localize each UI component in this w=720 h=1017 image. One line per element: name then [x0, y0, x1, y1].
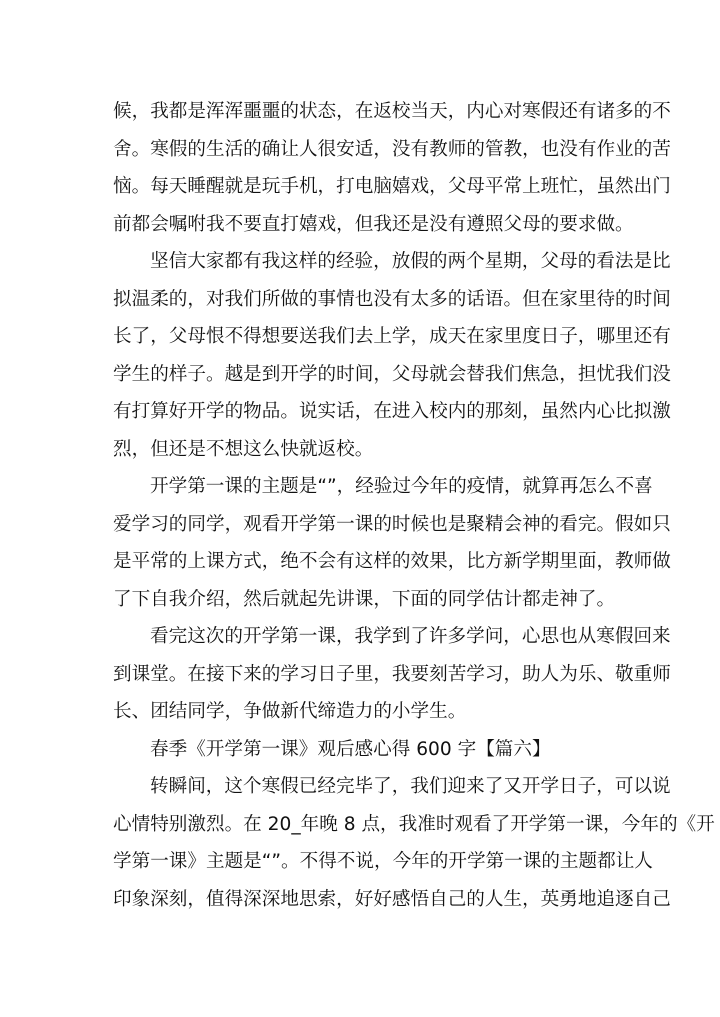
text-line: 看完这次的开学第一课，我学到了许多学问，心思也从寒假回来: [150, 626, 671, 647]
text-line: 拟温柔的，对我们所做的事情也没有太多的话语。但在家里待的时间: [113, 288, 671, 310]
paragraph: [113, 93, 671, 243]
text-line: 长、团结同学，争做新代缔造力的小学生。: [113, 701, 467, 722]
text-line: 学第一课》主题是“”。不得不说，今年的开学第一课的主题都让人: [113, 851, 653, 872]
text-line: 爱学习的同学，观看开学第一课的时候也是聚精会神的看完。假如只: [113, 513, 671, 535]
text-line: 学生的样子。越是到开学的时间，父母就会替我们焦急，担忧我们没: [113, 363, 671, 385]
section-heading: [113, 731, 607, 769]
text-line: 烈，但还是不想这么快就返校。: [113, 438, 374, 460]
paragraph: [113, 618, 671, 731]
text-line: 坚信大家都有我这样的经验，放假的两个星期，父母的看法是比: [150, 251, 671, 272]
text-line: 舍。寒假的生活的确让人很安适，没有教师的管教，也没有作业的苦: [113, 138, 671, 160]
document-body: [113, 93, 715, 918]
text-line: 候，我都是浑浑噩噩的状态，在返校当天，内心对寒假还有诸多的不: [113, 101, 671, 122]
text-line: 转瞬间，这个寒假已经完毕了，我们迎来了又开学日子，可以说: [150, 776, 671, 797]
paragraph: [113, 243, 671, 468]
text-line: 前都会嘱咐我不要直打嬉戏，但我还是没有遵照父母的要求做。: [113, 213, 634, 235]
paragraph: [113, 768, 715, 918]
text-line: 到课堂。在接下来的学习日子里，我要刻苦学习，助人为乐、敬重师: [113, 663, 671, 685]
text-line: 是平常的上课方式，绝不会有这样的效果，比方新学期里面，教师做: [113, 551, 671, 572]
text-line: 印象深刻，值得深深地思索，好好感悟自己的人生，英勇地追逐自己: [113, 888, 671, 910]
heading-line: 春季《开学第一课》观后感心得 600 字【篇六】: [150, 738, 551, 760]
paragraph: [113, 468, 671, 618]
text-line: 有打算好开学的物品。说实话，在进入校内的那刻，虽然内心比拟激: [113, 401, 671, 422]
text-line: 长了，父母恨不得想要送我们去上学，成天在家里度日子，哪里还有: [113, 326, 671, 347]
text-line: 心情特别激烈。在 20_年晚 8 点，我准时观看了开学第一课，今年的《开: [113, 813, 715, 835]
text-line: 恼。每天睡醒就是玩手机，打电脑嬉戏，父母平常上班忙，虽然出门: [113, 176, 671, 197]
text-line: 了下自我介绍，然后就起先讲课，下面的同学估计都走神了。: [113, 588, 616, 610]
text-line: 开学第一课的主题是“”，经验过今年的疫情，就算再怎么不喜: [150, 476, 653, 497]
